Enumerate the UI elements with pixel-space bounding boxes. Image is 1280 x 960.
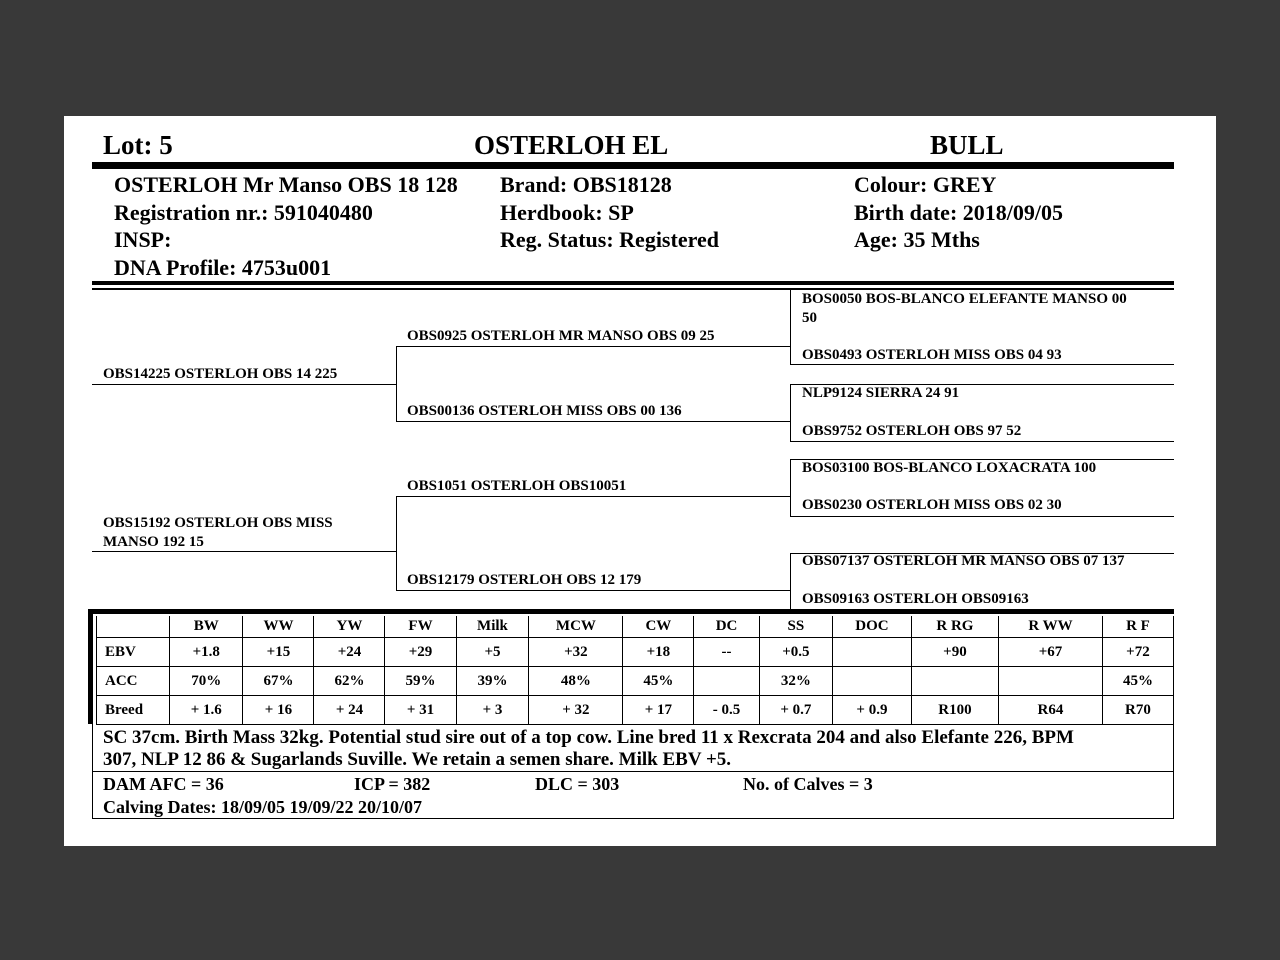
- cell: +1.8: [170, 638, 243, 667]
- dam-dam: OBS12179 OSTERLOH OBS 12 179: [407, 572, 642, 588]
- cell: [911, 667, 998, 696]
- cell: +24: [314, 638, 385, 667]
- ss-line: [396, 346, 790, 347]
- corner-cell: [97, 616, 170, 638]
- col-header: Milk: [456, 616, 529, 638]
- dam-line: [92, 551, 396, 552]
- ebv-header-row: [97, 616, 1174, 638]
- ddd: OBS09163 OSTERLOH OBS09163: [802, 591, 1029, 607]
- brand: Brand: OBS18128: [500, 172, 672, 197]
- cell: + 32: [529, 696, 623, 725]
- col-header: CW: [623, 616, 694, 638]
- table-top-rule: [88, 609, 1174, 614]
- cell: 62%: [314, 667, 385, 696]
- calving-dates: Calving Dates: 18/09/05 19/09/22 20/10/07: [103, 797, 422, 817]
- cell: 67%: [243, 667, 314, 696]
- row-label: ACC: [97, 667, 170, 696]
- cell: 32%: [759, 667, 832, 696]
- col-header: WW: [243, 616, 314, 638]
- cell: + 0.7: [759, 696, 832, 725]
- dsd-line: [790, 516, 1174, 517]
- herdbook: Herdbook: SP: [500, 200, 634, 225]
- animal-type: BULL: [930, 130, 1004, 160]
- sd-line: [396, 421, 790, 422]
- cell: +0.5: [759, 638, 832, 667]
- col-header: R WW: [999, 616, 1103, 638]
- dna-profile: DNA Profile: 4753u001: [114, 255, 332, 280]
- row-label: Breed: [97, 696, 170, 725]
- comment-rule: [92, 771, 1174, 772]
- cell: +72: [1102, 638, 1173, 667]
- sire-bracket: [396, 346, 397, 421]
- dd-bracket: [790, 553, 791, 609]
- dlc: DLC = 303: [535, 774, 620, 794]
- registration-number: Registration nr.: 591040480: [114, 200, 373, 225]
- colour: Colour: GREY: [854, 172, 997, 197]
- cell: +67: [999, 638, 1103, 667]
- sdd-line: [790, 441, 1174, 442]
- cell: + 17: [623, 696, 694, 725]
- cell: - 0.5: [694, 696, 759, 725]
- col-header: SS: [759, 616, 832, 638]
- ds-line: [396, 496, 790, 497]
- cell: +5: [456, 638, 529, 667]
- dds: OBS07137 OSTERLOH MR MANSO OBS 07 137: [802, 553, 1125, 569]
- acc-row: [97, 667, 1174, 696]
- col-header: MCW: [529, 616, 623, 638]
- dss: BOS03100 BOS-BLANCO LOXACRATA 100: [802, 460, 1097, 476]
- breed-row: [97, 696, 1174, 725]
- col-header: YW: [314, 616, 385, 638]
- lot-sheet: [64, 116, 1216, 846]
- cell: --: [694, 638, 759, 667]
- bottom-rule: [92, 818, 1174, 819]
- cell: + 1.6: [170, 696, 243, 725]
- comment-line-2: 307, NLP 12 86 & Sugarlands Suville. We retain a semen share. Milk EBV +5.: [103, 749, 732, 770]
- sire-sire: OBS0925 OSTERLOH MR MANSO OBS 09 25: [407, 328, 715, 344]
- info-rule-thin: [92, 288, 1174, 290]
- dam-line-2: MANSO 192 15: [103, 534, 204, 550]
- dam-sire: OBS1051 OSTERLOH OBS10051: [407, 478, 627, 494]
- cell: + 3: [456, 696, 529, 725]
- sss-line-2: 50: [802, 310, 817, 326]
- cell: [999, 667, 1103, 696]
- cell: [833, 667, 912, 696]
- cell: 45%: [623, 667, 694, 696]
- reg-status: Reg. Status: Registered: [500, 227, 719, 252]
- dd-line: [396, 590, 790, 591]
- ssd: OBS0493 OSTERLOH MISS OBS 04 93: [802, 347, 1062, 363]
- ss-bracket: [790, 290, 791, 364]
- col-header: FW: [385, 616, 456, 638]
- cell: 70%: [170, 667, 243, 696]
- cell: 39%: [456, 667, 529, 696]
- lot-number: Lot: 5: [103, 130, 173, 160]
- bottom-right-rule: [1173, 724, 1174, 819]
- bottom-left-rule: [92, 724, 93, 819]
- ssd-line: [790, 364, 1174, 365]
- ebv-row: [97, 638, 1174, 667]
- col-header: DC: [694, 616, 759, 638]
- sss-line-1: BOS0050 BOS-BLANCO ELEFANTE MANSO 00: [802, 291, 1127, 307]
- cell: +18: [623, 638, 694, 667]
- cell: +90: [911, 638, 998, 667]
- col-header: DOC: [833, 616, 912, 638]
- dam-bracket: [396, 496, 397, 590]
- cell: 48%: [529, 667, 623, 696]
- cell: + 0.9: [833, 696, 912, 725]
- sire: OBS14225 OSTERLOH OBS 14 225: [103, 366, 338, 382]
- ebv-table: [96, 616, 1174, 725]
- icp: ICP = 382: [354, 774, 431, 794]
- insp: INSP:: [114, 227, 172, 252]
- cell: R100: [911, 696, 998, 725]
- cell: 45%: [1102, 667, 1173, 696]
- cell: +29: [385, 638, 456, 667]
- row-label: EBV: [97, 638, 170, 667]
- dam-afc: DAM AFC = 36: [103, 774, 224, 794]
- cell: [694, 667, 759, 696]
- age: Age: 35 Mths: [854, 227, 980, 252]
- info-rule: [92, 281, 1174, 285]
- ds-bracket: [790, 459, 791, 516]
- cell: R64: [999, 696, 1103, 725]
- cell: [833, 638, 912, 667]
- full-name: OSTERLOH Mr Manso OBS 18 128: [114, 172, 458, 197]
- sd-bracket: [790, 384, 791, 441]
- dam-line-1: OBS15192 OSTERLOH OBS MISS: [103, 515, 333, 531]
- cell: 59%: [385, 667, 456, 696]
- animal-name: OSTERLOH EL: [474, 130, 669, 160]
- cell: + 24: [314, 696, 385, 725]
- table-left-rule: [88, 609, 93, 724]
- cell: + 16: [243, 696, 314, 725]
- sdd: OBS9752 OSTERLOH OBS 97 52: [802, 423, 1022, 439]
- sire-line: [92, 384, 396, 385]
- cell: +15: [243, 638, 314, 667]
- sire-dam: OBS00136 OSTERLOH MISS OBS 00 136: [407, 403, 682, 419]
- dsd: OBS0230 OSTERLOH MISS OBS 02 30: [802, 497, 1062, 513]
- cell: R70: [1102, 696, 1173, 725]
- col-header: BW: [170, 616, 243, 638]
- number-of-calves: No. of Calves = 3: [743, 774, 873, 794]
- cell: +32: [529, 638, 623, 667]
- header-rule: [92, 162, 1174, 169]
- sds: NLP9124 SIERRA 24 91: [802, 385, 960, 401]
- cell: + 31: [385, 696, 456, 725]
- birth-date: Birth date: 2018/09/05: [854, 200, 1063, 225]
- comment-line-1: SC 37cm. Birth Mass 32kg. Potential stud sire out of a top cow. Line bred 11 x Rexcrata 204 and also Elefante 226, BPM: [103, 727, 1074, 748]
- col-header: R F: [1102, 616, 1173, 638]
- col-header: R RG: [911, 616, 998, 638]
